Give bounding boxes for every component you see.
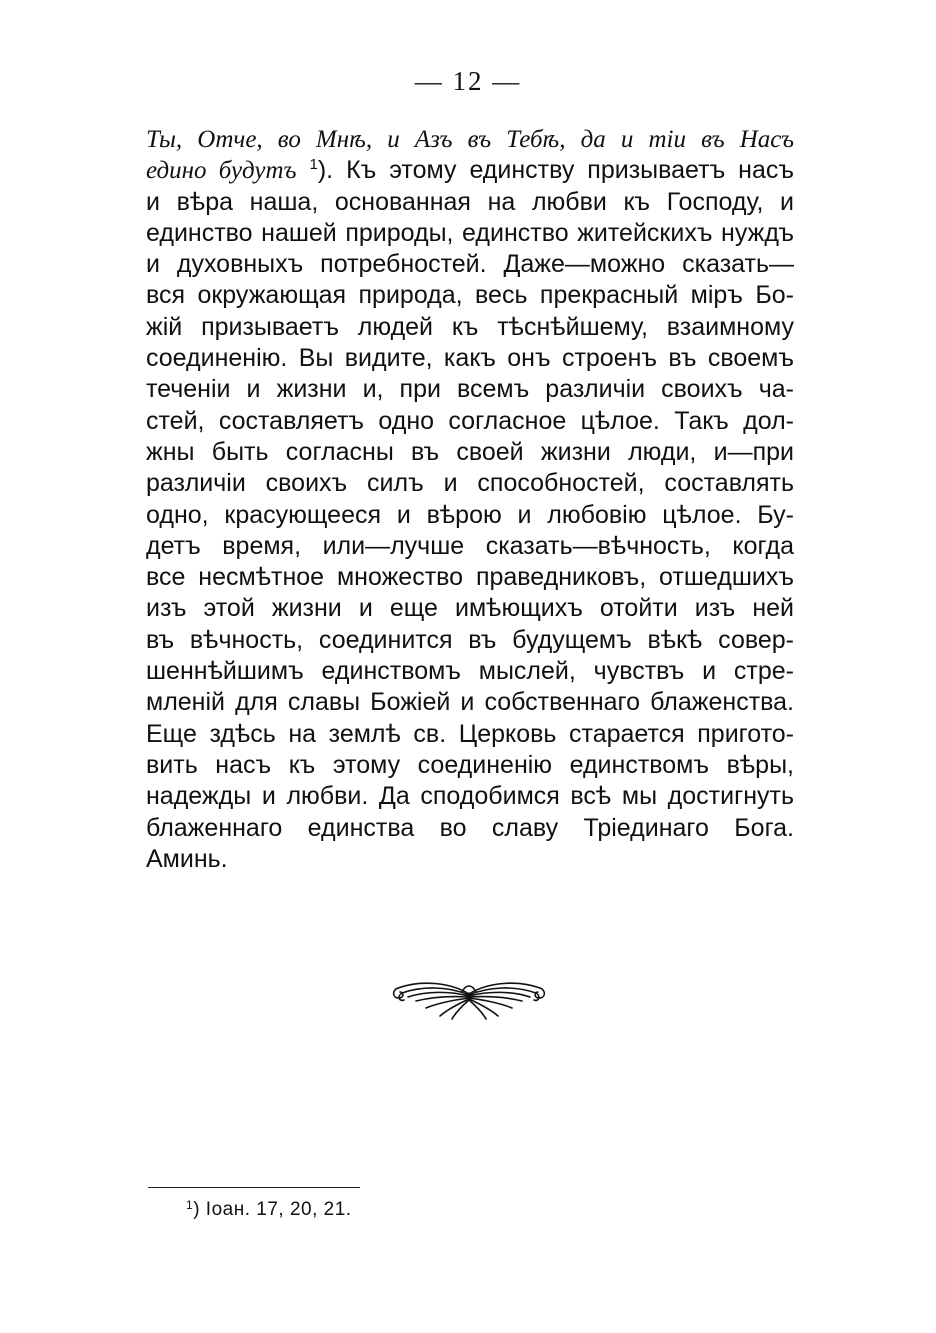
sermon-text [146, 124, 794, 875]
text-line: жны быть согласны въ своей жизни люди, и—при [146, 437, 794, 466]
text-line: вить насъ къ этому соединенію единствомъ вѣры, [146, 750, 794, 779]
footnote [186, 1199, 352, 1221]
text-line: шеннѣйшимъ единствомъ мыслей, чувствъ и стре- [146, 657, 794, 686]
text-line: надежды и любви. Да сподобимся всѣ мы достигнуть [146, 782, 794, 811]
text-line: детъ время, или—лучше сказать—вѣчность, когда [146, 531, 794, 560]
ornament-icon [390, 978, 548, 1022]
footnote-text: ) Іоан. 17, 20, 21. [193, 1199, 352, 1220]
footnote-divider [148, 1187, 360, 1188]
footnote-marker: 1 [186, 1198, 194, 1212]
italic-quote-2: едино будутъ [146, 157, 297, 185]
text-line-2 [146, 155, 794, 186]
footnote-reference: 1 [309, 156, 318, 174]
text-line: теченіи и жизни и, при всемъ различіи своихъ ча- [146, 375, 794, 404]
text-line: соединенію. Вы видите, какъ онъ строенъ въ своемъ [146, 344, 794, 373]
text-line: стей, составляетъ одно согласное цѣлое. Такъ дол- [146, 406, 794, 435]
text-line: и духовныхъ потребностей. Даже—можно сказать— [146, 250, 794, 279]
text-line: вся окружающая природа, весь прекрасный міръ Бо- [146, 281, 794, 310]
italic-quote-1: Ты, Отче, во Мнѣ, и Азъ въ Тебѣ, да и тіи въ Насъ [146, 126, 794, 153]
text-line-1 [146, 124, 794, 155]
text-line: Еще здѣсь на землѣ св. Церковь старается пригото- [146, 719, 794, 748]
text-line: одно, красующееся и вѣрою и любовію цѣлое. Бу- [146, 500, 794, 529]
text-line: изъ этой жизни и еще имѣющихъ отойти изъ ней [146, 594, 794, 623]
text-line: жій призываетъ людей къ тѣснѣйшему, взаимному [146, 312, 794, 341]
text-line: въ вѣчность, соединится въ будущемъ вѣкѣ совер- [146, 625, 794, 654]
text-line-last: Аминь. [146, 844, 228, 873]
text-line-2-rest: ). Къ этому единству призываетъ насъ [317, 156, 794, 185]
text-line: мленій для славы Божіей и собственнаго блаженства. [146, 688, 794, 717]
text-line: блаженнаго единства во славу Тріединаго Бога. [146, 813, 794, 842]
text-line: все несмѣтное множество праведниковъ, отшедшихъ [146, 563, 794, 592]
text-line: различіи своихъ силъ и способностей, составлять [146, 469, 794, 498]
page-number: — 12 — [414, 66, 522, 96]
text-line: единство нашей природы, единство житейскихъ нуждъ [146, 218, 794, 247]
text-line: и вѣра наша, основанная на любви къ Господу, и [146, 187, 794, 216]
